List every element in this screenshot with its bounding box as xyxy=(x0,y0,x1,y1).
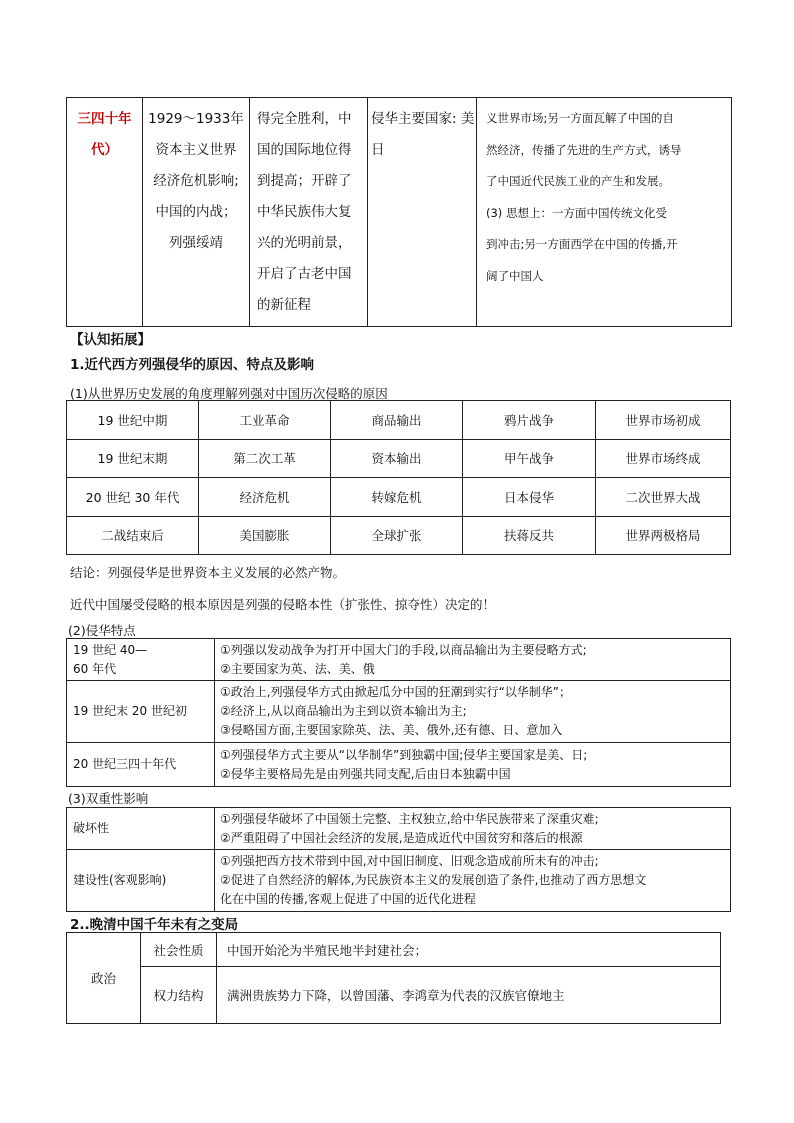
cause-line: 中国的内战； xyxy=(155,204,237,220)
impact-line: (3) 思想上：一方面中国传统文化受 xyxy=(486,205,667,220)
impact-line: 义世界市场;另一方面瓦解了中国的自 xyxy=(486,111,674,125)
grid-cell: 美国膨胀 xyxy=(199,516,331,555)
result-line: 中华民族伟大复 xyxy=(257,204,352,220)
table-row xyxy=(67,681,731,743)
conclusion-2: 近代中国屡受侵略的根本原因是列强的侵略本性（扩张性、掠夺性）决定的！ xyxy=(70,597,496,612)
impact-label: 破坏性 xyxy=(67,808,215,850)
invaders-line: 日 xyxy=(371,142,385,158)
feature-item: ②主要国家为英、法、美、俄 xyxy=(220,661,375,676)
feature-period xyxy=(67,681,215,743)
feature-item: ③侵略国方面,主要国家除英、法、美、俄外,还有德、日、意加入 xyxy=(220,723,563,737)
grid-cell: 日本侵华 xyxy=(463,478,596,517)
table-row xyxy=(67,478,731,517)
grid-cell: 20 世纪 30 年代 xyxy=(67,478,199,517)
heading-2: 2..晚清中国千年未有之变局 xyxy=(70,917,239,933)
subheading-features: (2)侵华特点 xyxy=(68,623,136,638)
grid-cell: 扶蒋反共 xyxy=(463,516,596,555)
table-row xyxy=(67,439,731,478)
result-line: 开启了古老中国 xyxy=(257,266,352,282)
cause-line: 资本主义世界 xyxy=(155,142,237,158)
table-row xyxy=(67,743,731,787)
feature-items xyxy=(215,639,731,681)
result-line: 的新征程 xyxy=(257,297,311,313)
impact-line: 到冲击;另一方面西学在中国的传播,开 xyxy=(486,237,678,251)
feature-item: ①列强侵华方式主要从“以华制华”到独霸中国;侵华主要国家是美、日; xyxy=(220,747,588,762)
feature-item: ②侵华主要格局先是由列强共同支配,后由日本独霸中国 xyxy=(220,766,511,781)
impact-item: ①列强把西方技术带到中国,对中国旧制度、旧观念造成前所未有的冲击; xyxy=(220,854,599,868)
row-label: 社会性质 xyxy=(141,933,217,967)
category-cell: 政治 xyxy=(67,933,141,1024)
feature-item: ①政治上,列强侵华方式由掀起瓜分中国的狂潮到实行“以华制华”； xyxy=(220,685,572,699)
invaders-line: 侵华主要国家: 美 xyxy=(371,111,475,127)
table-row xyxy=(67,639,731,681)
cause-cell xyxy=(143,98,250,327)
grid-cell: 鸦片战争 xyxy=(463,401,596,440)
row-value: 中国开始沦为半殖民地半封建社会； xyxy=(217,933,721,967)
feature-period-line: 60 年代 xyxy=(73,661,117,676)
history-table-continuation xyxy=(66,97,732,327)
impact-cell xyxy=(477,98,732,327)
grid-cell: 二次世界大战 xyxy=(596,478,731,517)
grid-cell: 资本输出 xyxy=(331,439,463,478)
heading-1: 1.近代西方列强侵华的原因、特点及影响 xyxy=(70,357,315,373)
impact-item: ①列强侵华破坏了中国领土完整、主权独立,给中华民族带来了深重灾难; xyxy=(220,811,599,826)
grid-cell: 工业革命 xyxy=(199,401,331,440)
result-line: 得完全胜利，中 xyxy=(257,111,352,127)
table-row xyxy=(67,808,731,850)
cause-line: 1929～1933年 xyxy=(148,111,244,127)
feature-item: ②经济上,从以商品输出为主到以资本输出为主; xyxy=(220,704,467,718)
impact-items xyxy=(215,850,731,912)
subheading-causes: (1)从世界历史发展的角度理解列强对中国历次侵略的原因 xyxy=(70,386,388,401)
grid-cell: 世界市场初成 xyxy=(596,401,731,440)
result-cell xyxy=(250,98,368,327)
result-line: 兴的光明前景， xyxy=(257,235,352,251)
period-line: 三四十年 xyxy=(77,111,132,127)
impact-line: 了中国近代民族工业的产生和发展。 xyxy=(486,174,670,188)
feature-period xyxy=(67,639,215,681)
causes-grid xyxy=(66,400,731,555)
feature-period-line: 19 世纪 40— xyxy=(73,642,148,657)
result-line: 国的国际地位得 xyxy=(257,142,352,158)
result-line: 到提高；开辟了 xyxy=(257,173,352,189)
grid-cell: 19 世纪末期 xyxy=(67,439,199,478)
grid-cell: 全球扩张 xyxy=(331,516,463,555)
grid-cell: 二战结束后 xyxy=(67,516,199,555)
dual-impact-table xyxy=(66,807,731,912)
impact-item: ②促进了自然经济的解体,为民族资本主义的发展创造了条件,也推动了西方思想文 xyxy=(220,873,647,887)
subheading-dual-impact: (3)双重性影响 xyxy=(68,791,149,806)
grid-cell: 世界市场终成 xyxy=(596,439,731,478)
period-cell xyxy=(67,98,143,327)
impact-label: 建设性(客观影响) xyxy=(67,850,215,912)
feature-items xyxy=(215,681,731,743)
cause-line: 列强绥靖 xyxy=(169,235,223,251)
table-row xyxy=(67,967,721,1024)
section-tag: 【认知拓展】 xyxy=(70,332,151,348)
invaders-cell xyxy=(368,98,477,327)
table-row xyxy=(67,850,731,912)
grid-cell: 第二次工革 xyxy=(199,439,331,478)
cause-line: 经济危机影响; xyxy=(153,173,239,189)
grid-cell: 经济危机 xyxy=(199,478,331,517)
grid-cell: 商品输出 xyxy=(331,401,463,440)
period-line: 代） xyxy=(91,142,118,158)
row-value: 满洲贵族势力下降，以曾国藩、李鸿章为代表的汉族官僚地主 xyxy=(217,967,721,1024)
feature-items xyxy=(215,743,731,787)
impact-item: 化在中国的传播,客观上促进了中国的近代化进程 xyxy=(220,892,476,906)
feature-period xyxy=(67,743,215,787)
conclusion-1: 结论：列强侵华是世界资本主义发展的必然产物。 xyxy=(70,565,346,580)
table-row xyxy=(67,516,731,555)
impact-line: 然经济，传播了先进的生产方式，诱导 xyxy=(486,142,682,157)
grid-cell: 世界两极格局 xyxy=(596,516,731,555)
table-row xyxy=(67,401,731,440)
feature-period-line: 20 世纪三四十年代 xyxy=(73,757,177,771)
feature-item: ①列强以发动战争为打开中国大门的手段,以商品输出为主要侵略方式; xyxy=(220,642,587,657)
late-qing-table xyxy=(66,932,721,1024)
impact-line: 阔了中国人 xyxy=(486,268,544,283)
row-label: 权力结构 xyxy=(141,967,217,1024)
table-row xyxy=(67,933,721,967)
grid-cell: 转嫁危机 xyxy=(331,478,463,517)
grid-cell: 19 世纪中期 xyxy=(67,401,199,440)
features-table xyxy=(66,638,731,787)
impact-item: ②严重阻碍了中国社会经济的发展,是造成近代中国贫穷和落后的根源 xyxy=(220,830,583,845)
grid-cell: 甲午战争 xyxy=(463,439,596,478)
feature-period-line: 19 世纪末 20 世纪初 xyxy=(73,704,187,718)
impact-items xyxy=(215,808,731,850)
